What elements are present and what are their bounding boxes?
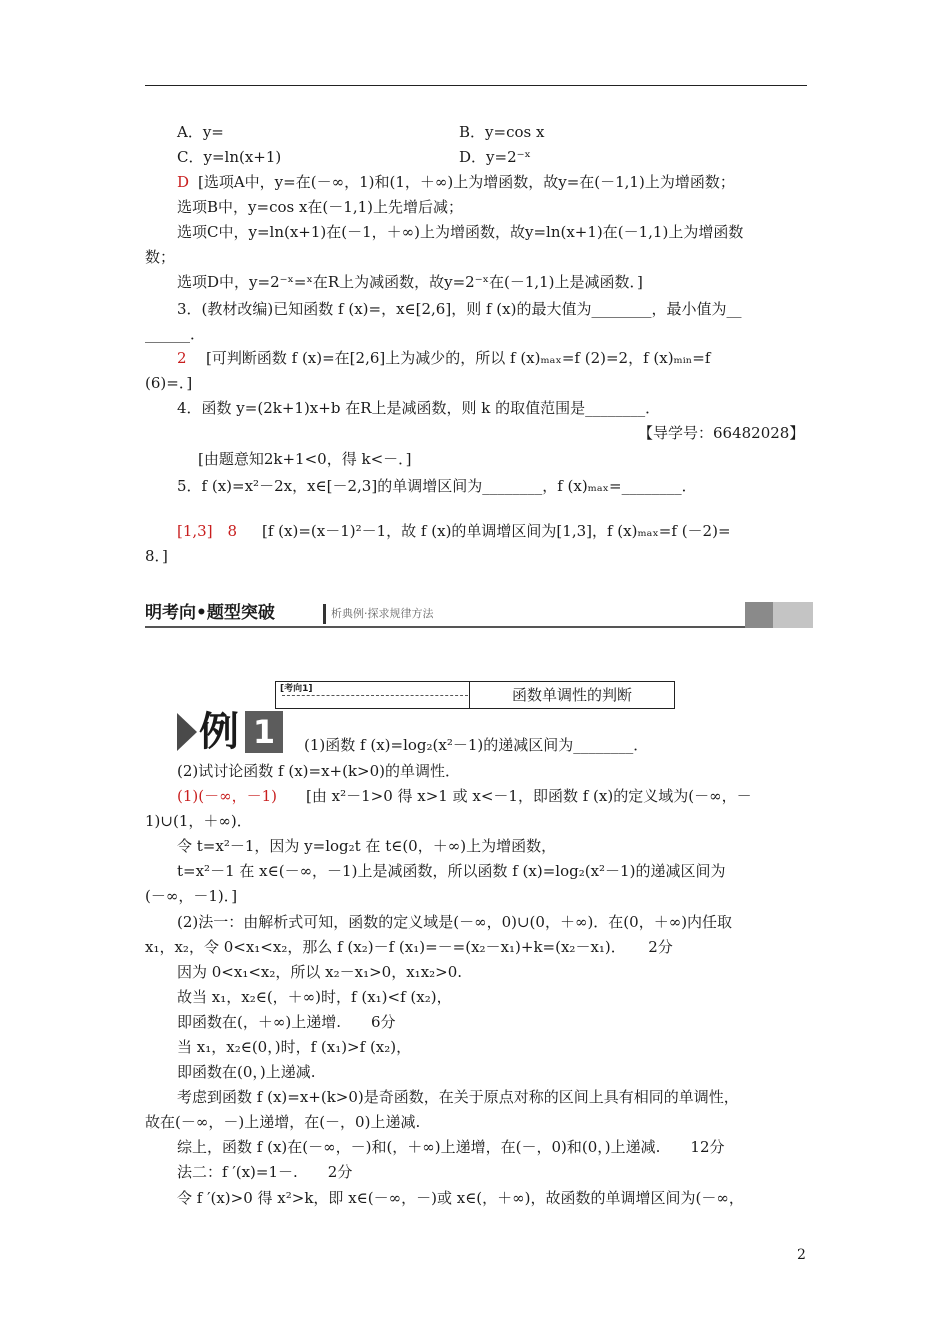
text-line: 即函数在(，＋∞)上递增. 6分 [177, 1013, 396, 1031]
text-line: x₁，x₂，令 0<x₁<x₂，那么 f (x₂)－f (x₁)=－=(x₂－x₁)+k=(x₂－x₁)． 2分 [145, 938, 673, 956]
section-header [145, 602, 813, 628]
text-line: 即函数在(0，)上递减. [177, 1063, 316, 1081]
example-label: 例 [199, 709, 239, 755]
text-line: 法二：f ′(x)=1－. 2分 [177, 1163, 353, 1181]
text-line: (2)法一：由解析式可知，函数的定义域是(－∞，0)∪(0，＋∞)．在(0，＋∞)内任取 [177, 913, 733, 931]
text-line: A．y= [177, 123, 224, 141]
text-line: [可判断函数 f (x)=在[2,6]上为减少的，所以 f (x)ₘₐₓ=f (2)=2，f (x)ₘᵢₙ=f [206, 349, 711, 367]
section-title: 明考向•题型突破 [145, 603, 275, 623]
page-number: 2 [797, 1247, 806, 1263]
text-line: (6)=．] [145, 374, 193, 392]
text-line: 令 f ′(x)>0 得 x²>k，即 x∈(－∞，－)或 x∈(，＋∞)，故函数的单调增区间为(－∞， [177, 1189, 744, 1207]
example-arrow-icon [177, 713, 197, 751]
text-line: [f (x)=(x－1)²－1，故 f (x)的单调增区间为[1,3]，f (x)ₘₐₓ=f (－2)= [262, 522, 731, 540]
text-line: 选项C中，y=ln(x+1)在(－1，＋∞)上为增函数，故y=ln(x+1)在(－1,1)上为增函数 [177, 223, 744, 241]
text-line: 1)∪(1，＋∞)． [145, 812, 252, 830]
text-line: 数； [145, 248, 176, 266]
text-line: t=x²－1 在 x∈(－∞，－1)上是减函数，所以函数 f (x)=log₂(x²－1)的递减区间为 [177, 862, 726, 880]
text-line: 综上，函数 f (x)在(－∞，－)和(，＋∞)上递增，在(－，0)和(0，)上递减. 12分 [177, 1138, 725, 1156]
answer-text: D [177, 173, 190, 191]
section-decor-light [773, 602, 813, 628]
section-underline [145, 626, 745, 628]
topic-dash [282, 695, 468, 696]
text-line: 当 x₁，x₂∈(0，)时，f (x₁)>f (x₂)， [177, 1038, 412, 1056]
topic-tag: [考向1] [280, 684, 313, 694]
text-line: 3．(教材改编)已知函数 f (x)=，x∈[2,6]，则 f (x)的最大值为________，最小值为__ [177, 300, 742, 318]
text-line: 因为 0<x₁<x₂，所以 x₂－x₁>0，x₁x₂>0. [177, 963, 463, 981]
text-line: B．y=cos x [459, 123, 545, 141]
text-line: 4．函数 y=(2k+1)x+b 在R上是减函数，则 k 的取值范围是________． [177, 399, 661, 417]
text-line: ______． [145, 325, 206, 343]
text-line: 故当 x₁，x₂∈(，＋∞)时，f (x₁)<f (x₂)， [177, 988, 452, 1006]
text-line: (2)试讨论函数 f (x)=x+(k>0)的单调性． [177, 762, 461, 780]
text-line: (1)函数 f (x)=log₂(x²－1)的递减区间为________． [304, 736, 649, 754]
answer-text: [1,3] 8 [177, 522, 238, 540]
text-line: 考虑到函数 f (x)=x+(k>0)是奇函数，在关于原点对称的区间上具有相同的单调性， [177, 1088, 739, 1106]
topic-box [275, 681, 675, 709]
header-rule [145, 85, 807, 86]
text-line: D．y=2⁻ˣ [459, 148, 531, 166]
text-line: (－∞，－1)．] [145, 887, 238, 905]
example-number: 1 [245, 711, 283, 753]
text-line: 5．f (x)=x²－2x，x∈[－2,3]的单调增区间为________，f (x)ₘₐₓ=________． [177, 477, 697, 495]
text-line: 故在(－∞，－)上递增，在(－，0)上递减. [145, 1113, 421, 1131]
text-line: 令 t=x²－1，因为 y=log₂t 在 t∈(0，＋∞)上为增函数， [177, 837, 557, 855]
text-line: 8．] [145, 547, 168, 565]
answer-text: (1)(－∞，－1) [177, 787, 277, 805]
text-line: C．y=ln(x+1) [177, 148, 282, 166]
text-line: 选项B中，y=cos x在(－1,1)上先增后减； [177, 198, 463, 216]
topic-title: 函数单调性的判断 [511, 686, 632, 704]
section-divider [323, 604, 326, 624]
section-subtitle: 析典例·探求规律方法 [331, 607, 434, 620]
answer-text: 2 [177, 349, 187, 367]
text-line: [由 x²－1>0 得 x>1 或 x<－1，即函数 f (x)的定义域为(－∞，－ [306, 787, 752, 805]
section-decor-dark [745, 602, 773, 628]
text-line: 【导学号：66482028】 [638, 424, 805, 442]
text-line: [选项A中，y=在(－∞，1)和(1，＋∞)上为增函数，故y=在(－1,1)上为增函数； [198, 173, 735, 191]
text-line: 选项D中，y=2⁻ˣ=ˣ在R上为减函数，故y=2⁻ˣ在(－1,1)上是减函数．] [177, 273, 643, 291]
text-line: [由题意知2k+1<0，得 k<－．] [198, 450, 412, 468]
